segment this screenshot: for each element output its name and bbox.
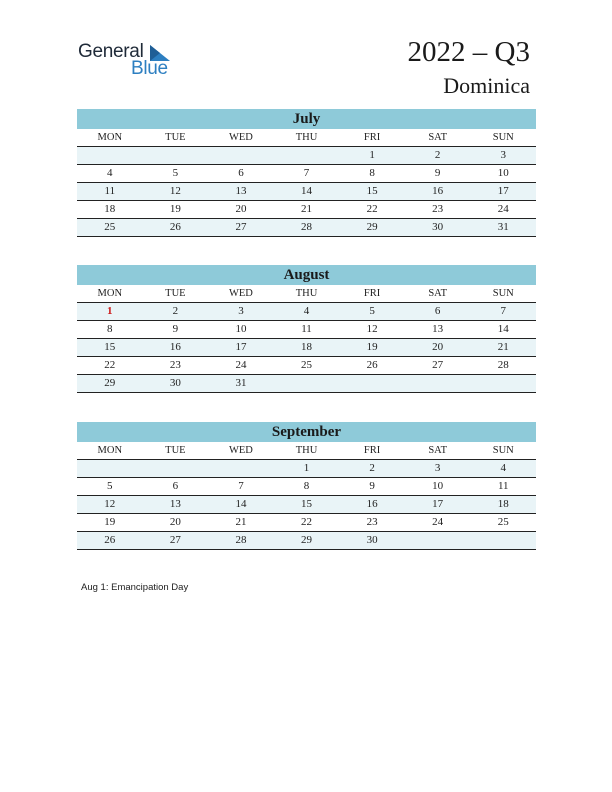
- day-cell: 29: [301, 534, 313, 546]
- week-row: [77, 219, 536, 237]
- day-cell: 4: [500, 462, 506, 474]
- weekday-label: THU: [295, 288, 318, 299]
- day-cell: 26: [366, 359, 378, 371]
- day-cell: [77, 147, 143, 164]
- day-cell: 18: [301, 341, 313, 353]
- period-title: 2022 – Q3: [407, 36, 530, 68]
- day-cell: 20: [235, 203, 247, 215]
- day-cell: 3: [500, 149, 506, 161]
- day-cell: 24: [497, 203, 509, 215]
- weekday-label: SAT: [428, 132, 448, 143]
- weekday-label: SAT: [428, 288, 448, 299]
- day-cell: 20: [432, 341, 444, 353]
- week-row: [77, 303, 536, 321]
- day-cell: 8: [369, 167, 375, 179]
- day-cell: 19: [104, 516, 116, 528]
- weekday-header-row: [77, 285, 536, 303]
- weekday-label: MON: [97, 445, 123, 456]
- day-cell: 22: [366, 203, 378, 215]
- brand-logo: [78, 41, 178, 81]
- day-cell: 3: [238, 305, 244, 317]
- day-cell: 4: [303, 305, 310, 317]
- day-cell: 1: [303, 462, 310, 474]
- day-cell: 4: [107, 167, 113, 179]
- day-cell: 21: [301, 203, 313, 215]
- day-cell: 5: [369, 305, 375, 317]
- weekday-label: FRI: [363, 445, 381, 456]
- day-cell: [143, 147, 209, 164]
- day-cell: 6: [238, 167, 244, 179]
- holiday-note: Aug 1: Emancipation Day: [81, 582, 189, 593]
- day-cell: 16: [432, 185, 444, 197]
- day-cell: 15: [301, 498, 313, 510]
- weekday-header-row: [77, 129, 536, 147]
- day-cell: 16: [169, 341, 181, 353]
- day-cell: 14: [235, 498, 247, 510]
- month-weeks: [77, 303, 536, 393]
- day-cell: 2: [172, 305, 179, 317]
- day-cell: 16: [366, 498, 378, 510]
- day-cell: 6: [434, 305, 441, 317]
- day-cell: 20: [169, 516, 181, 528]
- day-cell: 21: [235, 516, 247, 528]
- day-cell: 28: [301, 221, 313, 233]
- day-cell: 7: [303, 167, 310, 179]
- day-cell: 26: [104, 534, 116, 546]
- day-cell: [143, 460, 209, 477]
- month-name: August: [77, 265, 536, 285]
- weekday-label: MON: [97, 288, 123, 299]
- weekday-header-row: [77, 442, 536, 460]
- day-cell: 21: [497, 341, 509, 353]
- month-name: July: [77, 109, 536, 129]
- weekday-label: TUE: [165, 445, 186, 456]
- day-cell: 13: [169, 498, 181, 510]
- weekday-label: FRI: [363, 288, 381, 299]
- brand-word-blue: Blue: [131, 58, 168, 79]
- day-cell: 31: [235, 377, 247, 389]
- day-cell: 23: [432, 203, 444, 215]
- day-cell: 29: [366, 221, 378, 233]
- day-cell: [470, 532, 536, 549]
- day-cell: 14: [497, 323, 509, 335]
- day-cell: 7: [238, 480, 244, 492]
- day-cell: 31: [497, 221, 509, 233]
- day-cell: 1: [107, 305, 113, 317]
- day-cell: 29: [104, 377, 116, 389]
- day-cell: [77, 460, 143, 477]
- day-cell: 28: [497, 359, 509, 371]
- month-name: September: [77, 422, 536, 442]
- day-cell: [405, 375, 471, 392]
- day-cell: 25: [301, 359, 313, 371]
- day-cell: 24: [235, 359, 247, 371]
- week-row: [77, 147, 536, 165]
- day-cell: 22: [104, 359, 116, 371]
- day-cell: [470, 375, 536, 392]
- weekday-label: WED: [228, 288, 253, 299]
- month-july: [77, 109, 536, 237]
- week-row: [77, 321, 536, 339]
- day-cell: 15: [366, 185, 378, 197]
- day-cell: 30: [366, 534, 378, 546]
- weekday-label: THU: [295, 445, 318, 456]
- brand-word-general: General: [78, 41, 144, 62]
- day-cell: 2: [369, 462, 375, 474]
- week-row: [77, 357, 536, 375]
- day-cell: 27: [235, 221, 247, 233]
- day-cell: [208, 147, 274, 164]
- weekday-label: WED: [228, 445, 253, 456]
- day-cell: 22: [301, 516, 313, 528]
- day-cell: 9: [172, 323, 179, 335]
- month-weeks: [77, 147, 536, 237]
- month-august: [77, 265, 536, 393]
- day-cell: 27: [169, 534, 181, 546]
- day-cell: 11: [104, 185, 116, 197]
- day-cell: 11: [301, 323, 312, 335]
- day-cell: 30: [432, 221, 444, 233]
- day-cell: 13: [432, 323, 444, 335]
- day-cell: 1: [369, 149, 375, 161]
- day-cell: 5: [107, 480, 113, 492]
- day-cell: 10: [497, 167, 509, 179]
- weekday-label: TUE: [165, 288, 186, 299]
- day-cell: 18: [497, 498, 509, 510]
- day-cell: 23: [366, 516, 378, 528]
- day-cell: 15: [104, 341, 116, 353]
- weekday-label: MON: [97, 132, 123, 143]
- day-cell: 12: [104, 498, 116, 510]
- day-cell: 25: [104, 221, 116, 233]
- weekday-label: THU: [295, 132, 318, 143]
- week-row: [77, 478, 536, 496]
- day-cell: 3: [434, 462, 441, 474]
- day-cell: 2: [434, 149, 441, 161]
- weekday-label: SUN: [492, 445, 514, 456]
- month-weeks: [77, 460, 536, 550]
- weekday-label: SUN: [492, 288, 514, 299]
- day-cell: 9: [434, 167, 441, 179]
- day-cell: 19: [366, 341, 378, 353]
- day-cell: 30: [169, 377, 181, 389]
- day-cell: 27: [432, 359, 444, 371]
- day-cell: 11: [497, 480, 509, 492]
- week-row: [77, 183, 536, 201]
- week-row: [77, 201, 536, 219]
- day-cell: 8: [303, 480, 310, 492]
- day-cell: [274, 375, 340, 392]
- week-row: [77, 165, 536, 183]
- day-cell: 19: [169, 203, 181, 215]
- day-cell: 5: [172, 167, 179, 179]
- day-cell: 17: [432, 498, 444, 510]
- day-cell: 26: [169, 221, 181, 233]
- day-cell: 7: [500, 305, 506, 317]
- weekday-label: TUE: [165, 132, 186, 143]
- week-row: [77, 339, 536, 357]
- day-cell: 12: [366, 323, 378, 335]
- day-cell: 18: [104, 203, 116, 215]
- day-cell: 9: [369, 480, 375, 492]
- day-cell: [208, 460, 274, 477]
- day-cell: 17: [235, 341, 247, 353]
- day-cell: 23: [169, 359, 181, 371]
- day-cell: 10: [432, 480, 444, 492]
- weekday-label: FRI: [363, 132, 381, 143]
- day-cell: 8: [107, 323, 113, 335]
- day-cell: 6: [172, 480, 179, 492]
- day-cell: 17: [497, 185, 509, 197]
- week-row: [77, 496, 536, 514]
- day-cell: [339, 375, 405, 392]
- country-title: Dominica: [443, 73, 530, 98]
- day-cell: 28: [235, 534, 247, 546]
- day-cell: 13: [235, 185, 247, 197]
- day-cell: 24: [432, 516, 444, 528]
- weekday-label: SAT: [428, 445, 448, 456]
- day-cell: 14: [301, 185, 313, 197]
- week-row: [77, 375, 536, 393]
- week-row: [77, 460, 536, 478]
- day-cell: 10: [235, 323, 247, 335]
- weekday-label: SUN: [492, 132, 514, 143]
- day-cell: 12: [169, 185, 181, 197]
- week-row: [77, 514, 536, 532]
- day-cell: [274, 147, 340, 164]
- weekday-label: WED: [228, 132, 253, 143]
- day-cell: 25: [497, 516, 509, 528]
- month-september: [77, 422, 536, 550]
- week-row: [77, 532, 536, 550]
- day-cell: [405, 532, 471, 549]
